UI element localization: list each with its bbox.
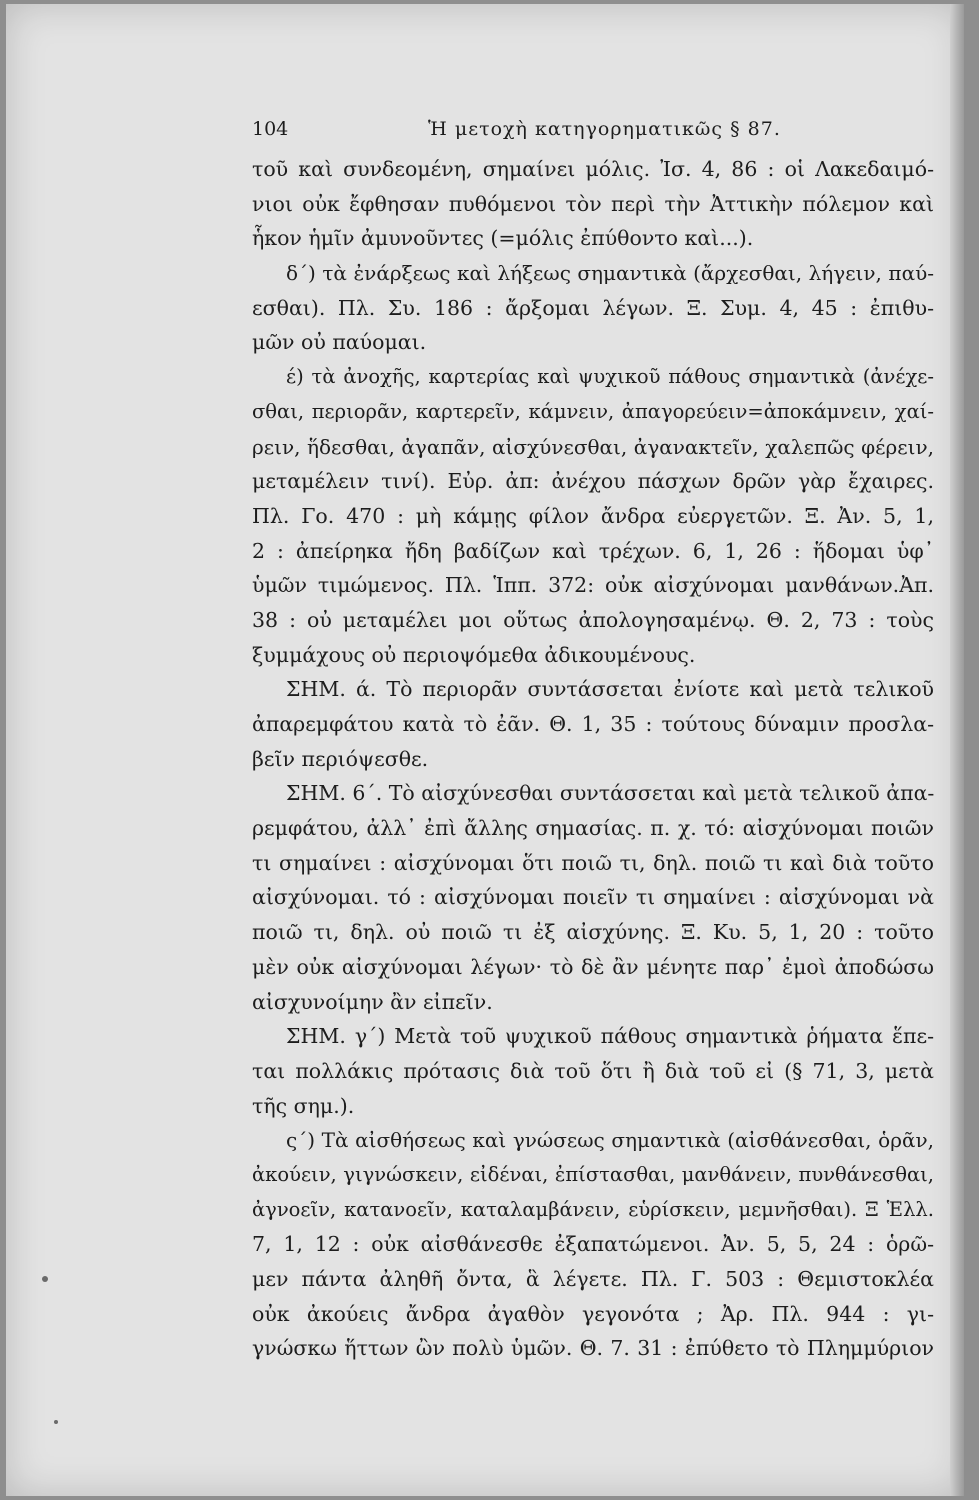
text-line: βεῖν περιόψεσθε. [252, 746, 429, 771]
text-line: σθαι, περιορᾶν, καρτερεῖν, κάμνειν, ἀπαγορεύειν=ἀποκάμνειν, χαί- [252, 399, 934, 423]
text-line: ΣΗΜ. 6΄. Τὸ αἰσχύνεσθαι συντάσσεται καὶ μετὰ τελικοῦ ἀπα- [286, 781, 935, 806]
text-line: ξυμμάχους οὐ περιοψόμεθα ἀδικουμένους. [252, 642, 696, 667]
text-line: 38 : οὐ μεταμέλει μοι οὕτως ἀπολογησαμένῳ. Θ. 2, 73 : τοὺς [252, 607, 934, 632]
page-spine-shadow [950, 4, 964, 1496]
text-line: 7, 1, 12 : οὐκ αἰσθάνεσθε ἐξαπατώμενοι. Ἀν. 5, 5, 24 : ὁρῶ- [252, 1232, 934, 1257]
text-line: Πλ. Γο. 470 : μὴ κάμῃς φίλον ἄνδρα εὐεργετῶν. Ξ. Ἀν. 5, 1, [252, 503, 934, 528]
text-line: ς΄) Τὰ αἰσθήσεως καὶ γνώσεως σημαντικὰ (αἰσθάνεσθαι, ὁρᾶν, [286, 1128, 934, 1153]
text-line: ὑμῶν τιμώμενος. Πλ. Ἱππ. 372: οὐκ αἰσχύνομαι μανθάνων.Ἀπ. [252, 573, 934, 598]
text-line: αἰσχύνομαι. τό : αἰσχύνομαι ποιεῖν τι σημαίνει : αἰσχύνομαι νὰ [252, 885, 934, 910]
text-line: ρεμφάτου, ἀλλ᾽ ἐπὶ ἄλλης σημασίας. π. χ. τό: αἰσχύνομαι ποιῶν [252, 816, 934, 841]
running-head [252, 118, 952, 142]
paper-spot [42, 1276, 48, 1282]
body-text [252, 152, 934, 1366]
text-line: νιοι οὐκ ἔφθησαν πυθόμενοι τὸν περὶ τὴν Ἀττικὴν πόλεμον καὶ [252, 191, 934, 216]
text-line: μῶν οὐ παύομαι. [252, 330, 427, 355]
text-line: δ΄) τὰ ἐνάρξεως καὶ λήξεως σημαντικὰ (ἄρχεσθαι, λήγειν, παύ- [286, 261, 934, 286]
text-line: τῆς σημ.). [252, 1093, 355, 1118]
text-line: ἀγνοεῖν, κατανοεῖν, καταλαμβάνειν, εὑρίσκειν, μεμνῆσθαι). Ξ Ἑλλ. [252, 1197, 934, 1221]
text-line: γνώσκω ἥττων ὢν πολὺ ὑμῶν. Θ. 7. 31 : ἐπύθετο τὸ Πλημμύριον [252, 1336, 934, 1361]
text-line: οὐκ ἀκούεις ἄνδρα ἀγαθὸν γεγονότα ; Ἀρ. Πλ. 944 : γι- [252, 1301, 934, 1326]
text-line: εσθαι). Πλ. Συ. 186 : ἄρξομαι λέγων. Ξ. Συμ. 4, 45 : ἐπιθυ- [252, 295, 934, 320]
text-line: τοῦ καὶ συνδεομένη, σημαίνει μόλις. Ἰσ. 4, 86 : οἱ Λακεδαιμό- [252, 157, 934, 181]
text-line: 2 : ἀπείρηκα ἤδη βαδίζων καὶ τρέχων. 6, 1, 26 : ἥδομαι ὑφ᾽ [252, 538, 934, 563]
text-line: τι σημαίνει : αἰσχύνομαι ὅτι ποιῶ τι, δηλ. ποιῶ τι καὶ διὰ τοῦτο [252, 850, 934, 875]
text-line: ἀκούειν, γιγνώσκειν, εἰδέναι, ἐπίστασθαι, μανθάνειν, πυνθάνεσθαι, [252, 1162, 934, 1186]
paper-spot [54, 1420, 58, 1424]
text-line: μὲν οὐκ αἰσχύνομαι λέγων· τὸ δὲ ἂν μένητε παρ᾽ ἐμοὶ ἀποδώσω [252, 954, 934, 979]
text-line: έ) τὰ ἀνοχῆς, καρτερίας καὶ ψυχικοῦ πάθους σημαντικὰ (ἀνέχε- [286, 365, 934, 389]
page-number: 104 [252, 118, 289, 140]
text-line: αἰσχυνοίμην ἂν εἰπεῖν. [252, 989, 493, 1014]
text-line: ΣΗΜ. γ΄) Μετὰ τοῦ ψυχικοῦ πάθους σημαντικὰ ῥήματα ἕπε- [286, 1024, 934, 1049]
text-line: ρειν, ἥδεσθαι, ἀγαπᾶν, αἰσχύνεσθαι, ἀγανακτεῖν, χαλεπῶς φέρειν, [252, 434, 934, 459]
text-line: ποιῶ τι, δηλ. οὐ ποιῶ τι ἐξ αἰσχύνης. Ξ. Κυ. 5, 1, 20 : τοῦτο [252, 920, 934, 945]
text-line: ἧκον ἡμῖν ἀμυνοῦντες (=μόλις ἐπύθοντο καὶ...). [252, 226, 754, 251]
text-line: μεταμέλειν τινί). Εὐρ. ἀπ: ἀνέχου πάσχων δρῶν γὰρ ἔχαιρες. [252, 469, 934, 494]
text-line: ται πολλάκις πρότασις διὰ τοῦ ὅτι ἢ διὰ τοῦ εἰ (§ 71, 3, μετὰ [252, 1058, 934, 1083]
text-line: ἀπαρεμφάτου κατὰ τὸ ἐᾶν. Θ. 1, 35 : τούτους δύναμιν προσλα- [252, 712, 934, 736]
text-line: μεν πάντα ἀληθῆ ὄντα, ἃ λέγετε. Πλ. Γ. 503 : Θεμιστοκλέα [252, 1267, 934, 1291]
running-head-title: Ἡ μετοχὴ κατηγορηματικῶς § 87. [428, 118, 781, 140]
text-line: ΣΗΜ. ά. Τὸ περιορᾶν συντάσσεται ἐνίοτε καὶ μετὰ τελικοῦ [286, 677, 934, 702]
